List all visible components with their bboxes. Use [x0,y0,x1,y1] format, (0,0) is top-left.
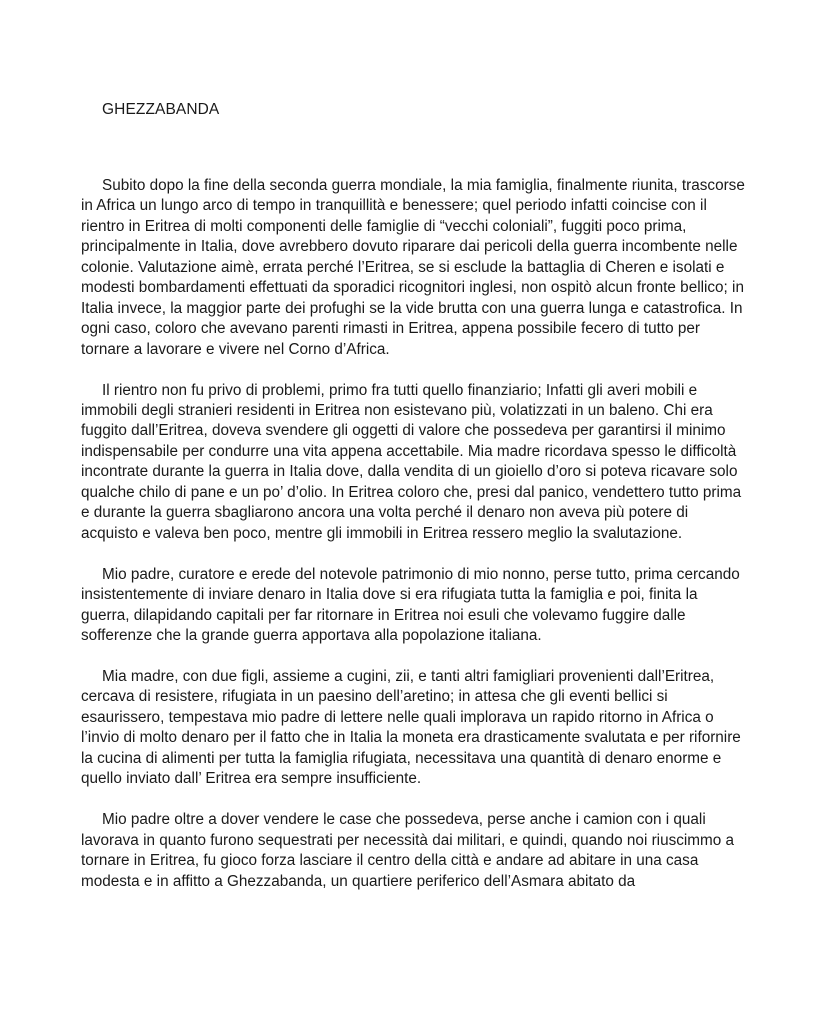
document-title: GHEZZABANDA [102,101,220,118]
paragraph-5: Mio padre oltre a dover vendere le case che possedeva, perse anche i camion con i quali lavorava in quanto furono sequestrati per necessità dai militari, e quindi, quando noi riuscimmo a tornare in Eritrea, fu gioco forza lasciare il centro della città e andare ad abitare in una casa modesta e in affitto a Ghezzabanda, un quartiere periferico dell’Asmara abitato da [81,811,735,890]
paragraph-3: Mio padre, curatore e erede del notevole patrimonio di mio nonno, perse tutto, prima cercando insistentemente di inviare denaro in Italia dove si era rifugiata tutta la famiglia e poi, finita la guerra, dilapidando capitali per far ritornare in Eritrea noi esuli che volevamo fuggire dalle sofferenze che la grande guerra apportava alla popolazione italiana. [81,565,740,645]
paragraph-4: Mia madre, con due figli, assieme a cugini, zii, e tanti altri famigliari provenienti dall’Eritrea, cercava di resistere, rifugiata in un paesino dell’aretino; in attesa che gli eventi bellici si esaurissero, tempestava mio padre di lettere nelle quali implorava un rapido ritorno in Africa o l’invio di molto denaro per il fatto che in Italia la moneta era drasticamente svalutata e per rifornire la cucina di alimenti per tutta la famiglia rifugiata, necessitava una quantità di denaro enorme e quello inviato dall’ Eritrea era sempre insufficiente. [81,668,741,788]
paragraph-2: Il rientro non fu privo di problemi, primo fra tutti quello finanziario; Infatti gli averi mobili e immobili degli stranieri residenti in Eritrea non esistevano più, volatizzati in un baleno. Chi era fuggito dall’Eritrea, doveva svendere gli oggetti di valore che possedeva per garantirsi il minimo indispensabile per condurre una vita appena accettabile. Mia madre ricordava spesso le difficoltà incontrate durante la guerra in Italia dove, dalla vendita di un gioiello d’oro si poteva ricavare solo qualche chilo di pane e un po’ d’olio. In Eritrea coloro che, presi dal panico, vendettero tutto prima e durante la guerra sbagliarono ancora una volta perché il denaro non aveva più potere di acquisto e valeva ben poco, mentre gli immobili in Eritrea ressero meglio la svalutazione. [81,381,742,542]
paragraph-1: Subito dopo la fine della seconda guerra mondiale, la mia famiglia, finalmente riunita, trascorse in Africa un lungo arco di tempo in tranquillità e benessere; quel periodo infatti coincise con il rientro in Eritrea di molti componenti delle famiglie di “vecchi coloniali”, fuggiti poco prima, principalmente in Italia, dove avrebbero dovuto riparare dai pericoli della guerra incombente nelle colonie. Valutazione aimè, errata perché l’Eritrea, se si esclude la battaglia di Cheren e isolati e modesti bombardamenti effettuati da sporadici ricognitori inglesi, non ospitò alcun fronte bellico; in Italia invece, la maggior parte dei profughi se la vide brutta con una guerra lunga e catastrofica. In ogni caso, coloro che avevano parenti rimasti in Eritrea, appena possibile fecero di tutto per tornare a lavorare e vivere nel Corno d’Africa. [81,177,745,358]
document-body [81,176,745,913]
